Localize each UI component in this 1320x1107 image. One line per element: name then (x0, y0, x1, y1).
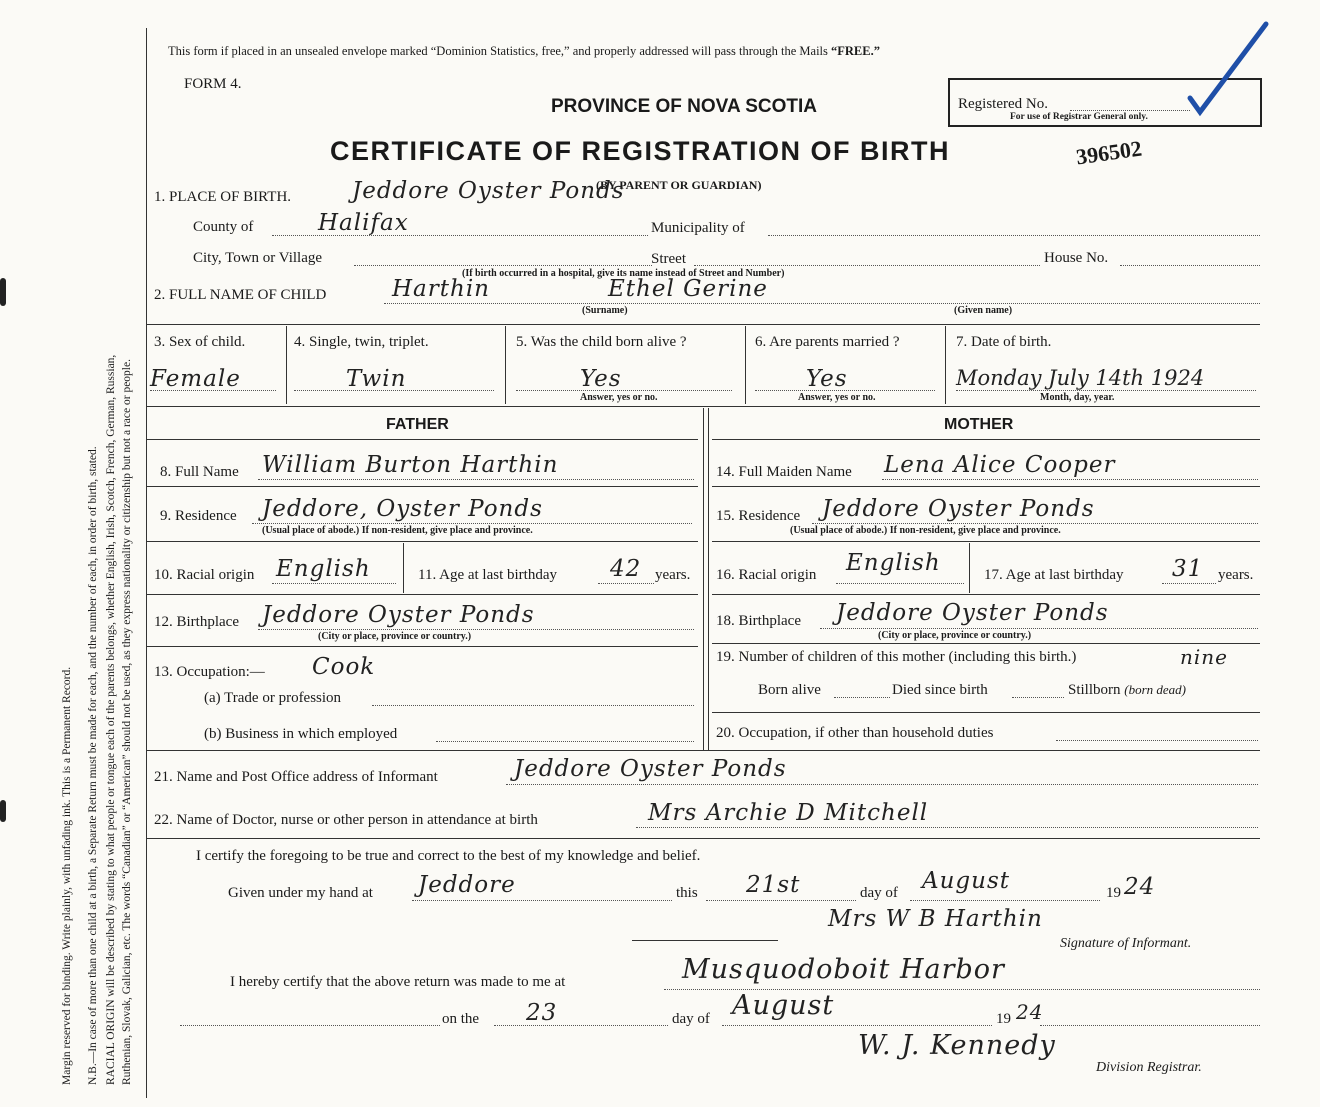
given-month-value: August (922, 868, 1011, 894)
registered-no-value: 396502 (1074, 135, 1144, 170)
mother-children-value: nine (1180, 645, 1228, 669)
father-name-label: 8. Full Name (160, 464, 239, 480)
father-birthplace-caption: (City or place, province or country.) (318, 631, 472, 642)
mother-name-label: 14. Full Maiden Name (716, 464, 852, 480)
province-heading: PROVINCE OF NOVA SCOTIA (551, 96, 818, 117)
father-residence-label: 9. Residence (160, 508, 237, 524)
certification-statement: I certify the foregoing to be true and correct to the best of my knowledge and belief. (196, 848, 701, 864)
page-title: CERTIFICATE OF REGISTRATION OF BIRTH (330, 136, 950, 166)
this-label: this (676, 885, 698, 901)
given-year-prefix: 19 (1106, 885, 1121, 901)
registrar-caption: Division Registrar. (1096, 1060, 1202, 1075)
date-of-birth-value: Monday July 14th 1924 (956, 366, 1205, 390)
registrar-month-value: August (732, 990, 835, 1021)
date-of-birth-caption: Month, day, year. (1040, 392, 1115, 403)
given-day-value: 21st (746, 872, 801, 898)
born-alive-value: Yes (580, 366, 622, 392)
born-alive-count-label: Born alive (758, 682, 821, 698)
mother-birthplace-caption: (City or place, province or country.) (878, 630, 1032, 641)
county-value: Halifax (318, 210, 409, 236)
surname-caption: (Surname) (582, 305, 628, 316)
mother-age-years: years. (1218, 567, 1254, 583)
born-alive-caption: Answer, yes or no. (580, 392, 658, 403)
registrar-use-note: For use of Registrar General only. (1010, 112, 1148, 122)
informant-value: Jeddore Oyster Ponds (514, 756, 787, 782)
father-trade-label: (a) Trade or profession (204, 690, 342, 706)
mother-age-value: 31 (1172, 556, 1204, 582)
informant-signature: Mrs W B Harthin (828, 906, 1043, 932)
child-name-label: 2. FULL NAME OF CHILD (154, 287, 327, 303)
municipality-label: Municipality of (651, 220, 745, 236)
mother-residence-caption: (Usual place of abode.) If non-resident, give place and province. (790, 525, 1061, 536)
county-label: County of (193, 219, 254, 235)
registrar-year-value: 24 (1016, 1000, 1044, 1024)
house-no-label: House No. (1044, 250, 1109, 266)
born-alive-label: 5. Was the child born alive ? (516, 334, 687, 350)
doctor-value: Mrs Archie D Mitchell (648, 800, 929, 826)
child-surname-value: Harthin (392, 276, 490, 302)
father-business-label: (b) Business in which employed (204, 726, 398, 742)
parents-married-caption: Answer, yes or no. (798, 392, 876, 403)
informant-signature-caption: Signature of Informant. (1060, 936, 1192, 951)
given-under-label: Given under my hand at (228, 885, 373, 901)
doctor-label: 22. Name of Doctor, nurse or other person in attendance at birth (154, 812, 538, 828)
mother-children-label: 19. Number of children of this mother (including this birth.) (716, 649, 1077, 665)
registrar-place-value: Musquodoboit Harbor (682, 954, 1005, 985)
check-mark-icon (1180, 20, 1270, 120)
mother-residence-value: Jeddore Oyster Ponds (822, 496, 1095, 522)
mother-name-value: Lena Alice Cooper (884, 452, 1116, 478)
father-name-value: William Burton Harthin (262, 452, 559, 478)
father-occupation-value: Cook (312, 654, 376, 680)
father-residence-caption: (Usual place of abode.) If non-resident, give place and province. (262, 525, 533, 536)
registrar-signature: W. J. Kennedy (858, 1030, 1056, 1061)
plurality-value: Twin (346, 366, 407, 392)
father-residence-value: Jeddore, Oyster Ponds (262, 496, 543, 522)
parents-married-value: Yes (806, 366, 848, 392)
margin-note-racial-origin-2: Ruthenian, Slovak, Galician, etc. The words “Canadian” or “American” should not be used, as they express nationality or citizenship but not a race or people. (121, 359, 133, 1085)
margin-note-binding: Margin reserved for binding. Write plainly, with unfading ink. This is a Permanent Record. (61, 666, 73, 1085)
mail-notice: This form if placed in an unsealed envelope marked “Dominion Statistics, free,” and properly addressed will pass through the Mails “FREE.” (168, 44, 880, 58)
sex-value: Female (150, 366, 241, 392)
sex-label: 3. Sex of child. (154, 334, 246, 350)
mother-birthplace-value: Jeddore Oyster Ponds (836, 600, 1109, 626)
margin-note-multiple-births: N.B.—In case of more than one child at a birth, a Separate Return must be made for each, and the number of each, in order of birth, stated. (87, 446, 99, 1085)
margin-note-racial-origin-1: RACIAL ORIGIN will be described by stating to what people or tongue each of the parents belongs, whether English, Irish, Scotch, French, German, Russian, (105, 354, 117, 1085)
plurality-label: 4. Single, twin, triplet. (294, 334, 429, 350)
given-year-value: 24 (1124, 874, 1156, 900)
given-place-value: Jeddore (418, 872, 516, 898)
mother-racial-value: English (846, 550, 941, 576)
died-since-birth-label: Died since birth (892, 682, 988, 698)
father-birthplace-label: 12. Birthplace (154, 614, 239, 630)
father-age-years: years. (655, 567, 691, 583)
mother-occupation-label: 20. Occupation, if other than household duties (716, 725, 994, 741)
mother-age-label: 17. Age at last birthday (984, 567, 1124, 583)
stillborn-label: Stillborn (born dead) (1068, 682, 1187, 698)
registrar-statement: I hereby certify that the above return was made to me at (230, 974, 566, 990)
form-subtitle: (BY PARENT OR GUARDIAN) (596, 178, 762, 192)
place-of-birth-value: Jeddore Oyster Ponds (352, 178, 625, 204)
given-day-of-label: day of (860, 885, 898, 901)
form-number: FORM 4. (184, 76, 242, 92)
street-label: Street (651, 251, 686, 267)
registrar-day-of-label: day of (672, 1011, 710, 1027)
child-given-value: Ethel Gerine (608, 276, 768, 302)
mother-birthplace-label: 18. Birthplace (716, 613, 801, 629)
binding-hole-2 (0, 800, 6, 822)
father-age-value: 42 (610, 556, 642, 582)
registrar-year-prefix: 19 (996, 1011, 1011, 1027)
registrar-day-value: 23 (526, 1000, 558, 1026)
binding-hole-1 (0, 278, 6, 306)
mother-residence-label: 15. Residence (716, 508, 801, 524)
father-racial-label: 10. Racial origin (154, 567, 255, 583)
city-label: City, Town or Village (193, 250, 323, 266)
father-birthplace-value: Jeddore Oyster Ponds (262, 602, 535, 628)
parents-married-label: 6. Are parents married ? (755, 334, 900, 350)
father-heading: FATHER (386, 416, 449, 433)
informant-label: 21. Name and Post Office address of Informant (154, 769, 438, 785)
mother-heading: MOTHER (944, 416, 1014, 433)
father-racial-value: English (276, 556, 371, 582)
on-the-label: on the (442, 1011, 480, 1027)
place-of-birth-label: 1. PLACE OF BIRTH. (154, 189, 292, 205)
mother-racial-label: 16. Racial origin (716, 567, 817, 583)
father-age-label: 11. Age at last birthday (418, 567, 557, 583)
hospital-note: (If birth occurred in a hospital, give its name instead of Street and Number) (462, 268, 785, 279)
father-occupation-label: 13. Occupation:— (154, 664, 265, 680)
registered-no-label: Registered No. (958, 96, 1048, 112)
given-name-caption: (Given name) (954, 305, 1013, 316)
form-left-border (146, 28, 147, 1098)
date-of-birth-label: 7. Date of birth. (956, 334, 1052, 350)
